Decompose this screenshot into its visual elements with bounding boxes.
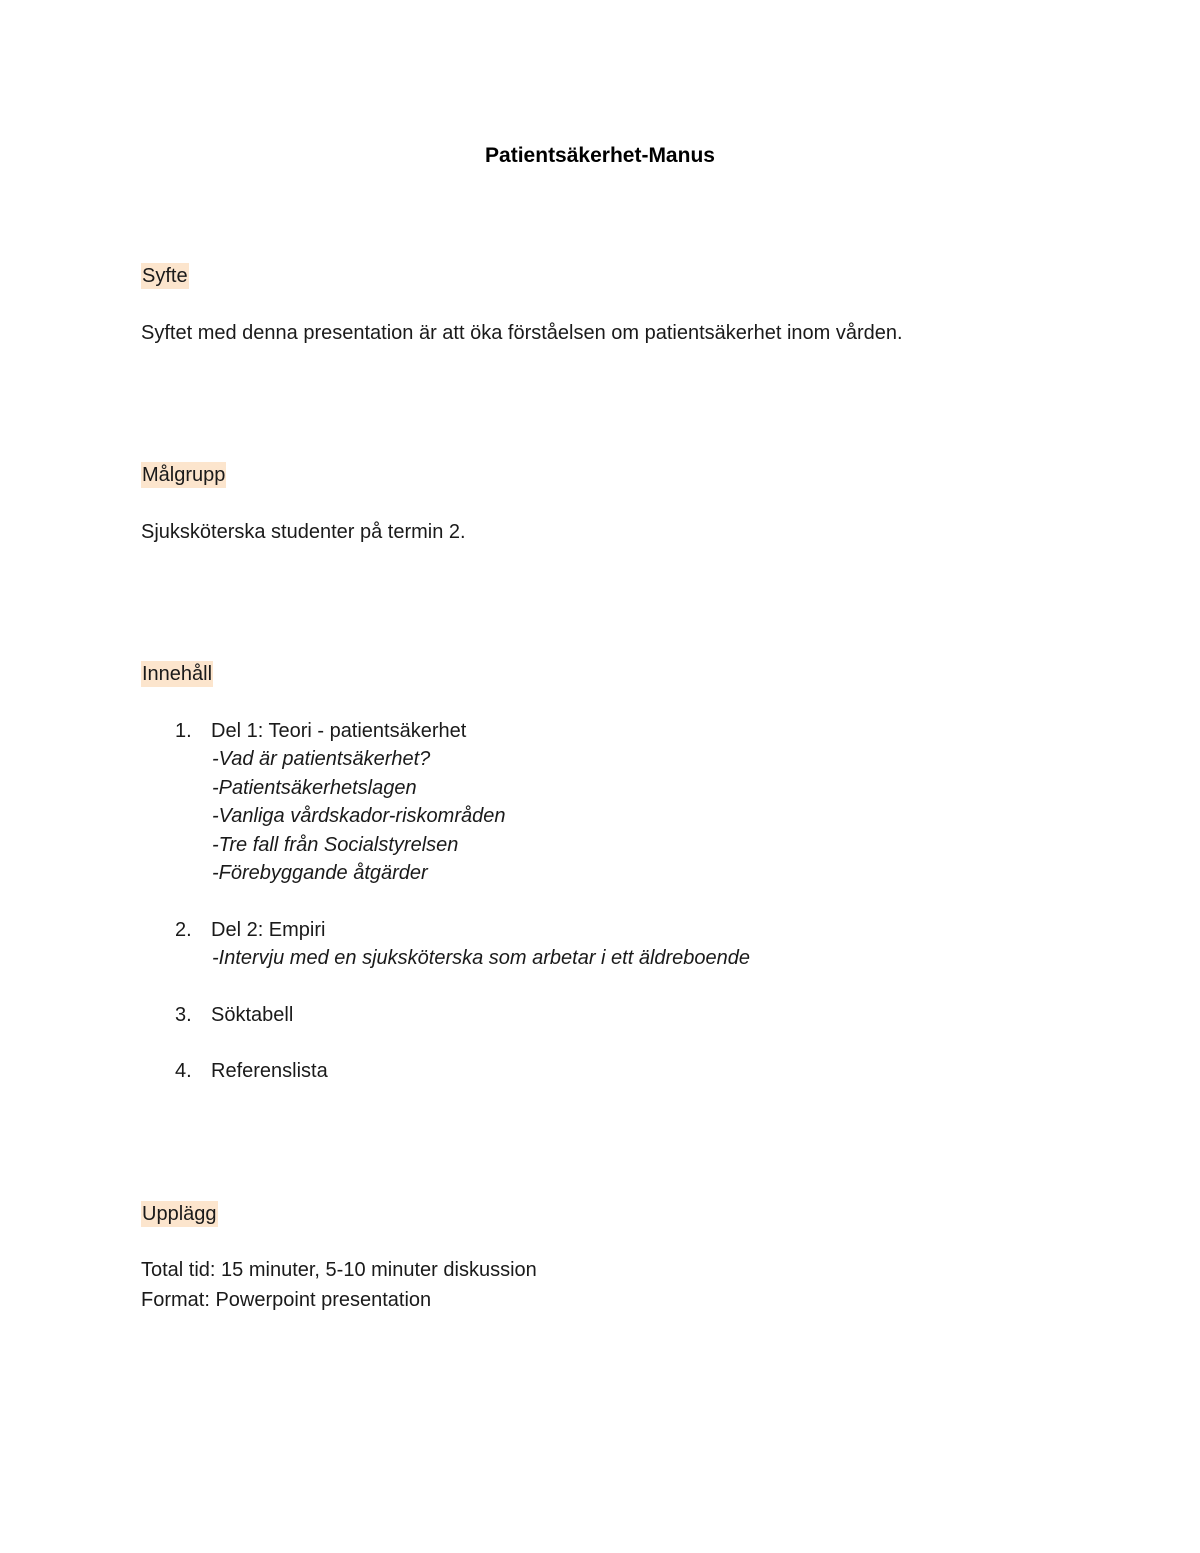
list-subitem: -Förebyggande åtgärder bbox=[212, 862, 428, 885]
list-item-number: 1. bbox=[175, 720, 192, 742]
document-title: Patientsäkerhet-Manus bbox=[485, 144, 715, 167]
list-item-number: 3. bbox=[175, 1004, 192, 1026]
section-body-upplagg-line: Format: Powerpoint presentation bbox=[141, 1289, 432, 1311]
list-item-label: Söktabell bbox=[211, 1004, 294, 1026]
section-body-malgrupp: Sjuksköterska studenter på termin 2. bbox=[141, 521, 466, 543]
list-subitem: -Patientsäkerhetslagen bbox=[212, 776, 417, 799]
list-item-number: 2. bbox=[175, 919, 192, 941]
list-item-number: 4. bbox=[175, 1060, 192, 1082]
list-subitem: -Intervju med en sjuksköterska som arbetar i ett äldreboende bbox=[212, 947, 751, 970]
list-item-label: Del 2: Empiri bbox=[211, 919, 326, 941]
list-item bbox=[175, 916, 750, 973]
section-heading-malgrupp: Målgrupp bbox=[142, 464, 226, 486]
list-item-label: Del 1: Teori - patientsäkerhet bbox=[211, 720, 467, 742]
list-item bbox=[175, 717, 505, 887]
list-subitem: -Vad är patientsäkerhet? bbox=[212, 748, 431, 771]
section-heading-innehall: Innehåll bbox=[142, 663, 213, 685]
list-item bbox=[175, 1001, 293, 1029]
section-heading-upplagg: Upplägg bbox=[142, 1203, 217, 1225]
list-subitem: -Vanliga vårdskador-riskområden bbox=[212, 805, 506, 828]
section-body-syfte: Syftet med denna presentation är att öka förståelsen om patientsäkerhet inom vården. bbox=[141, 322, 903, 344]
section-body-upplagg-line: Total tid: 15 minuter, 5-10 minuter diskussion bbox=[141, 1259, 537, 1281]
section-heading-syfte: Syfte bbox=[142, 265, 188, 287]
list-subitem: -Tre fall från Socialstyrelsen bbox=[212, 833, 459, 856]
list-item-label: Referenslista bbox=[211, 1060, 328, 1082]
list-item bbox=[175, 1057, 328, 1085]
